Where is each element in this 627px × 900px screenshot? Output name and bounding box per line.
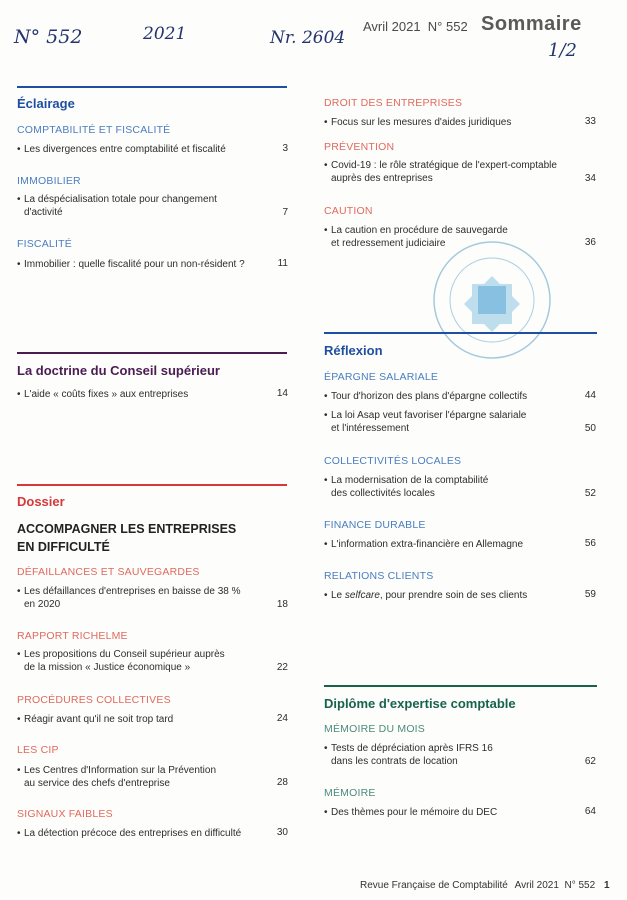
page-number: 34 [584, 173, 596, 184]
page-number: 22 [276, 662, 288, 673]
category-label: MÉMOIRE [324, 787, 376, 799]
toc-entry[interactable]: • Immobilier : quelle fiscalité pour un non-résident ? [17, 259, 245, 270]
category-label: COMPTABILITÉ ET FISCALITÉ [17, 124, 171, 136]
toc-entry[interactable]: • Le selfcare, pour prendre soin de ses clients [324, 590, 528, 601]
category-label: IMMOBILIER [17, 175, 81, 187]
toc-entry[interactable]: • L'information extra-financière en Allemagne [324, 539, 524, 550]
section-title-reflexion: Réflexion [324, 343, 383, 358]
dossier-rule [17, 484, 287, 486]
diplome-rule [324, 685, 597, 687]
page-number: 52 [584, 488, 596, 499]
page-number: 50 [584, 423, 596, 434]
toc-entry[interactable]: • Les Centres d'Information sur la Prévention au service des chefs d'entreprise [17, 765, 217, 789]
page-number: 30 [276, 827, 288, 838]
page-title: Sommaire [481, 13, 582, 35]
doctrine-rule [17, 352, 287, 354]
section-title-diplome: Diplôme d'expertise comptable [324, 696, 516, 711]
category-label: PROCÉDURES COLLECTIVES [17, 694, 171, 706]
section-title-doctrine: La doctrine du Conseil supérieur [17, 363, 220, 378]
footer-journal: Revue Française de Comptabilité [360, 880, 508, 891]
category-label: FISCALITÉ [17, 238, 72, 250]
toc-entry[interactable]: • Tests de dépréciation après IFRS 16 dans les contrats de location [324, 743, 493, 767]
category-label: ÉPARGNE SALARIALE [324, 371, 439, 383]
footer [360, 880, 610, 891]
handwritten-year: 2021 [143, 24, 187, 44]
toc-entry[interactable]: • Réagir avant qu'il ne soit trop tard [17, 714, 174, 725]
page-number: 18 [276, 599, 288, 610]
toc-entry[interactable]: • L'aide « coûts fixes » aux entreprises [17, 389, 189, 400]
page-number: 14 [276, 388, 288, 399]
category-label: LES CIP [17, 744, 59, 756]
category-label: RELATIONS CLIENTS [324, 570, 434, 582]
page-number: 62 [584, 756, 596, 767]
handwritten-registration: Nr. 2604 [270, 28, 346, 48]
section-title-dossier: Dossier [17, 494, 65, 509]
category-label: RAPPORT RICHELME [17, 630, 128, 642]
toc-entry[interactable]: • La loi Asap veut favoriser l'épargne salariale et l'intéressement [324, 410, 527, 434]
page-number: 56 [584, 538, 596, 549]
library-stamp [430, 238, 555, 363]
category-label: COLLECTIVITÉS LOCALES [324, 455, 462, 467]
toc-entry[interactable]: • La déspécialisation totale pour changement d'activité [17, 194, 217, 218]
category-label: FINANCE DURABLE [324, 519, 426, 531]
toc-entry[interactable]: • Les défaillances d'entreprises en baisse de 38 % en 2020 [17, 586, 241, 610]
page-number: 59 [584, 589, 596, 600]
page-number: 28 [276, 777, 288, 788]
category-label: CAUTION [324, 205, 373, 217]
category-label: DROIT DES ENTREPRISES [324, 97, 463, 109]
page-number: 33 [584, 116, 596, 127]
footer-issue: Avril 2021 N° 552 [514, 880, 596, 891]
toc-entry[interactable]: • La détection précoce des entreprises en difficulté [17, 828, 242, 839]
toc-entry[interactable]: • Les divergences entre comptabilité et fiscalité [17, 144, 226, 155]
eclairage-rule [17, 86, 287, 88]
category-label: SIGNAUX FAIBLES [17, 808, 113, 820]
section-title-eclairage: Éclairage [17, 96, 75, 111]
page-number: 64 [584, 806, 596, 817]
toc-entry[interactable]: • La modernisation de la comptabilité des collectivités locales [324, 475, 489, 499]
issue-info: Avril 2021 N° 552 [363, 19, 468, 34]
handwritten-issue-number: N° 552 [14, 26, 83, 48]
toc-entry[interactable]: • Focus sur les mesures d'aides juridiques [324, 117, 512, 128]
page-number: 24 [276, 713, 288, 724]
toc-entry[interactable]: • Les propositions du Conseil supérieur auprès de la mission « Justice économique » [17, 649, 225, 673]
footer-page-number: 1 [603, 880, 610, 891]
category-label: MÉMOIRE DU MOIS [324, 723, 426, 735]
category-label: DÉFAILLANCES ET SAUVEGARDES [17, 566, 200, 578]
page-number: 36 [584, 237, 596, 248]
page-number: 11 [277, 258, 288, 269]
reflexion-rule [324, 332, 597, 334]
page-number: 7 [282, 207, 288, 218]
dossier-headline: ACCOMPAGNER LES ENTREPRISES EN DIFFICULTÉ [17, 522, 237, 554]
page-number: 3 [282, 143, 288, 154]
page-number: 44 [584, 390, 596, 401]
toc-entry[interactable]: • La caution en procédure de sauvegarde et redressement judiciaire [324, 225, 508, 249]
toc-entry[interactable]: • Des thèmes pour le mémoire du DEC [324, 807, 498, 818]
category-label: PRÉVENTION [324, 141, 395, 153]
handwritten-page-fraction: 1/2 [548, 40, 577, 61]
toc-entry[interactable]: • Covid-19 : le rôle stratégique de l'expert-comptable auprès des entreprises [324, 160, 557, 184]
toc-entry[interactable]: • Tour d'horizon des plans d'épargne collectifs [324, 391, 528, 402]
